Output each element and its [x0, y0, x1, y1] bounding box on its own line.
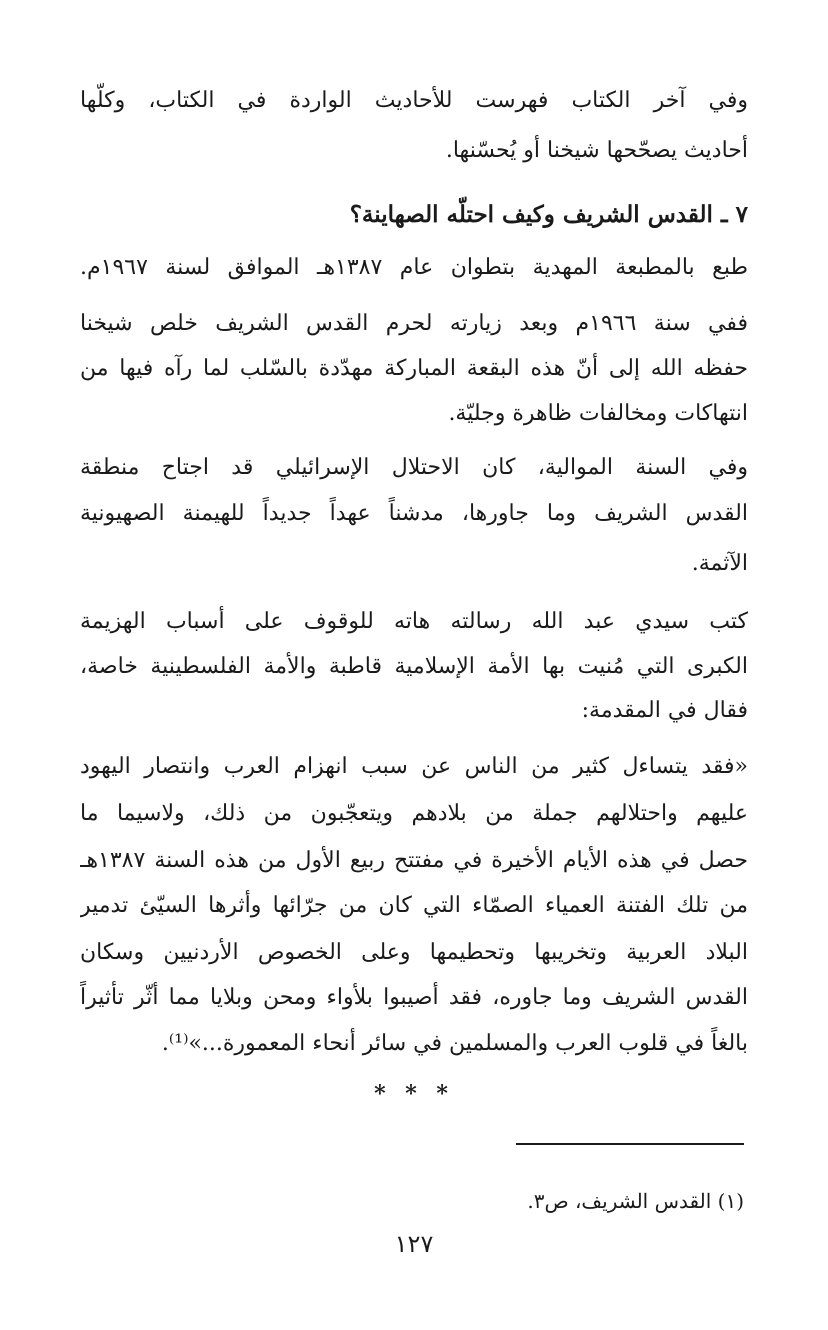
- quote-line-4: من تلك الفتنة العمياء الصمّاء التي كان من جرّائها وأثرها السيّئ تدمير: [80, 893, 748, 918]
- paragraph-3-line-3: الآثمة.: [691, 551, 748, 576]
- quote-line-6: القدس الشريف وما جاوره، فقد أصيبوا بلأواء ومحن وبلايا مما أثّر تأثيراً: [80, 985, 748, 1010]
- paragraph-4-line-1: كتب سيدي عبد الله رسالته هاته للوقوف على أسباب الهزيمة: [80, 609, 748, 634]
- publication-line: طبع بالمطبعة المهدية بتطوان عام ١٣٨٧هـ الموافق لسنة ١٩٦٧م.: [80, 255, 748, 280]
- paragraph-3-line-2: القدس الشريف وما جاورها، مدشناً عهداً جديداً للهيمنة الصهيونية: [80, 501, 748, 526]
- quote-line-2: عليهم واحتلالهم جملة من بلادهم ويتعجّبون من ذلك، ولاسيما ما: [80, 801, 748, 826]
- quote-line-7: بالغاً في قلوب العرب والمسلمين في سائر أنحاء المعمورة...»⁽¹⁾.: [161, 1031, 748, 1056]
- quote-line-1: «فقد يتساءل كثير من الناس عن سبب انهزام العرب وانتصار اليهود: [80, 754, 748, 779]
- paragraph-2-line-3: انتهاكات ومخالفات ظاهرة وجليّة.: [448, 401, 748, 426]
- paragraph-4-line-3: فقال في المقدمة:: [581, 698, 748, 723]
- paragraph-2-line-2: حفظه الله إلى أنّ هذه البقعة المباركة مهدّدة بالسّلب لما رآه فيها من: [80, 356, 748, 381]
- quote-line-3: حصل في هذه الأيام الأخيرة في مفتتح ربيع الأول من هذه السنة ١٣٨٧هـ: [80, 848, 748, 873]
- paragraph-4-line-2: الكبرى التي مُنيت بها الأمة الإسلامية قاطبة والأمة الفلسطينية خاصة،: [80, 654, 748, 679]
- section-separator: * * *: [374, 1081, 454, 1107]
- paragraph-1-line-1: وفي آخر الكتاب فهرست للأحاديث الواردة في الكتاب، وكلّها: [80, 88, 748, 113]
- footnote-rule: [516, 1143, 744, 1145]
- paragraph-1-line-2: أحاديث يصحّحها شيخنا أو يُحسّنها.: [445, 138, 748, 163]
- page-number: ١٢٧: [394, 1230, 434, 1258]
- footnote: (١) القدس الشريف، ص٣.: [527, 1189, 744, 1213]
- quote-line-5: البلاد العربية وتخريبها وتحطيمها وعلى الخصوص الأردنيين وسكان: [80, 940, 748, 965]
- paragraph-3-line-1: وفي السنة الموالية، كان الاحتلال الإسرائيلي قد اجتاح منطقة: [80, 455, 748, 480]
- paragraph-2-line-1: ففي سنة ١٩٦٦م وبعد زيارته لحرم القدس الشريف خلص شيخنا: [80, 311, 748, 336]
- section-heading: ٧ ـ القدس الشريف وكيف احتلّه الصهاينة؟: [349, 201, 748, 228]
